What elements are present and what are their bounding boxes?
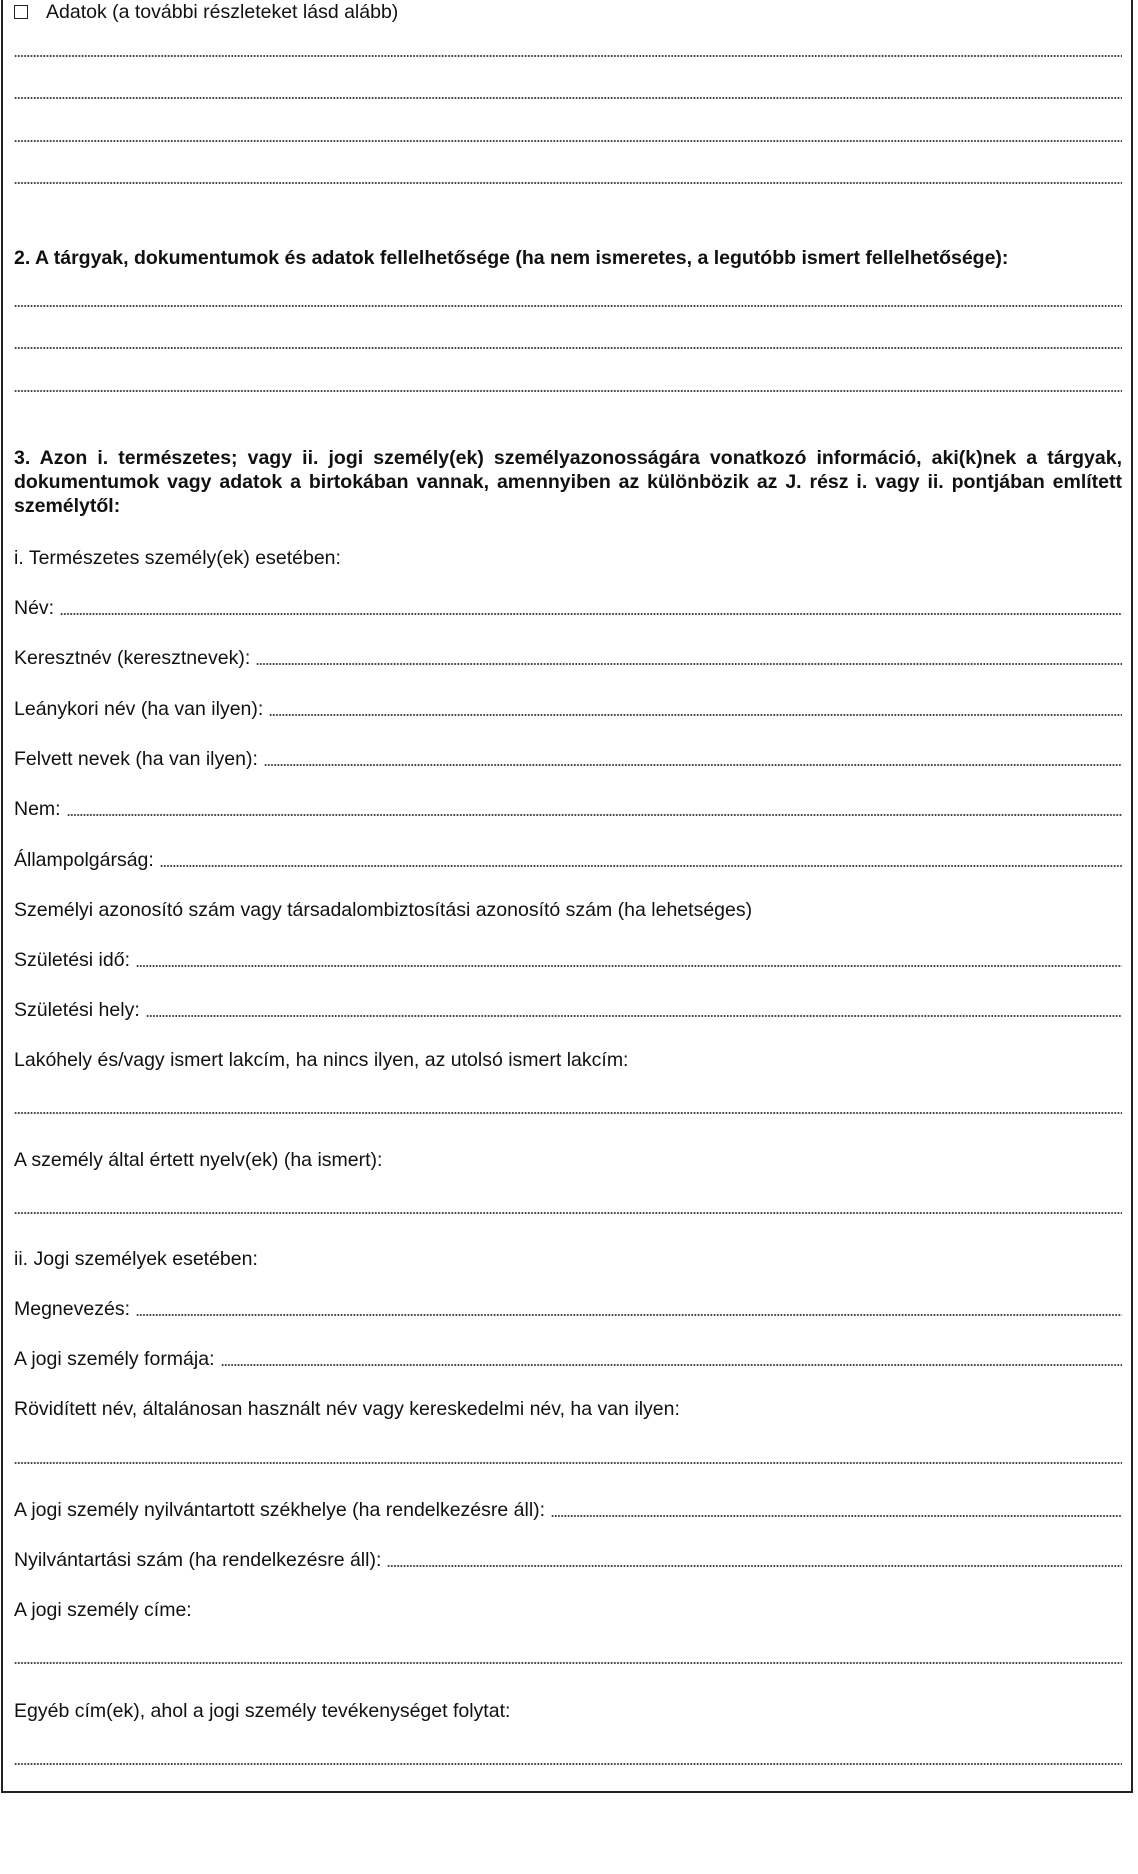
entry-line[interactable] [14, 347, 1122, 349]
first-name-input[interactable] [256, 663, 1122, 665]
other-addresses-input[interactable] [14, 1763, 1122, 1765]
languages-input[interactable] [14, 1212, 1122, 1214]
birth-date-input[interactable] [136, 965, 1122, 967]
nationality-label: Állampolgárság: [14, 849, 154, 871]
reg-number-input[interactable] [387, 1565, 1122, 1567]
first-name-label: Keresztnév (keresztnevek): [14, 647, 251, 669]
nationality-input[interactable] [160, 865, 1122, 867]
first-name-field[interactable] [14, 646, 1122, 670]
legal-form-label: A jogi személy formája: [14, 1348, 215, 1370]
nationality-field[interactable] [14, 848, 1122, 872]
sex-input[interactable] [67, 814, 1122, 816]
aliases-field[interactable] [14, 747, 1122, 771]
maiden-name-input[interactable] [269, 714, 1122, 716]
residence-label: Lakóhely és/vagy ismert lakcím, ha nincs ilyen, az utolsó ismert lakcím: [14, 1049, 629, 1071]
aliases-input[interactable] [264, 764, 1122, 766]
entry-line[interactable] [14, 390, 1122, 392]
short-name-input[interactable] [14, 1462, 1122, 1464]
birth-date-field[interactable] [14, 948, 1122, 972]
birth-place-field[interactable] [14, 998, 1122, 1022]
birth-place-input[interactable] [146, 1015, 1122, 1017]
legal-name-input[interactable] [136, 1314, 1122, 1316]
entry-line[interactable] [14, 140, 1122, 142]
maiden-name-label: Leánykori név (ha van ilyen): [14, 698, 264, 720]
birth-date-label: Születési idő: [14, 949, 130, 971]
residence-input[interactable] [14, 1112, 1122, 1114]
languages-label: A személy által értett nyelv(ek) (ha ismert): [14, 1149, 383, 1171]
seat-input[interactable] [551, 1515, 1122, 1517]
section-2-heading: 2. A tárgyak, dokumentumok és adatok fellelhetősége (ha nem ismeretes, a legutóbb ismert fellelhetősége): [14, 247, 1009, 269]
sex-label: Nem: [14, 798, 61, 820]
data-checkbox[interactable] [14, 5, 28, 19]
other-addresses-label: Egyéb cím(ek), ahol a jogi személy tevékenységet folytat: [14, 1700, 511, 1722]
sex-field[interactable] [14, 797, 1122, 821]
legal-name-label: Megnevezés: [14, 1298, 130, 1320]
address-label: A jogi személy címe: [14, 1599, 192, 1621]
entry-line[interactable] [14, 97, 1122, 99]
id-number-label: Személyi azonosító szám vagy társadalombiztosítási azonosító szám (ha lehetséges) [14, 899, 753, 921]
reg-number-label: Nyilvántartási szám (ha rendelkezésre áll): [14, 1549, 382, 1571]
data-option-row [14, 0, 1122, 24]
maiden-name-field[interactable] [14, 697, 1122, 721]
address-input[interactable] [14, 1662, 1122, 1664]
seat-field[interactable] [14, 1498, 1122, 1522]
seat-label: A jogi személy nyilvántartott székhelye (ha rendelkezésre áll): [14, 1499, 546, 1521]
entry-line[interactable] [14, 305, 1122, 307]
short-name-label: Rövidített név, általánosan használt név vagy kereskedelmi név, ha van ilyen: [14, 1398, 680, 1420]
data-option-label: Adatok (a további részleteket lásd alább) [46, 1, 399, 23]
legal-name-field[interactable] [14, 1297, 1122, 1321]
name-field[interactable] [14, 596, 1122, 620]
reg-number-field[interactable] [14, 1548, 1122, 1572]
name-input[interactable] [60, 613, 1122, 615]
aliases-label: Felvett nevek (ha van ilyen): [14, 748, 258, 770]
legal-form-input[interactable] [221, 1364, 1123, 1366]
legal-persons-heading: ii. Jogi személyek esetében: [14, 1248, 258, 1270]
entry-line[interactable] [14, 182, 1122, 184]
name-label: Név: [14, 597, 55, 619]
section-3-heading: 3. Azon i. természetes; vagy ii. jogi személy(ek) személyazonosságára vonatkozó információ, aki(k)nek a tárgyak, dokumentumok vagy adatok a birtokában vannak, amennyiben az különbözik az J. rész i. vagy ii. pontjában említett személytől: [14, 447, 1122, 517]
legal-form-field[interactable] [14, 1347, 1122, 1371]
birth-place-label: Születési hely: [14, 999, 140, 1021]
entry-line[interactable] [14, 55, 1122, 57]
natural-persons-heading: i. Természetes személy(ek) esetében: [14, 547, 341, 569]
